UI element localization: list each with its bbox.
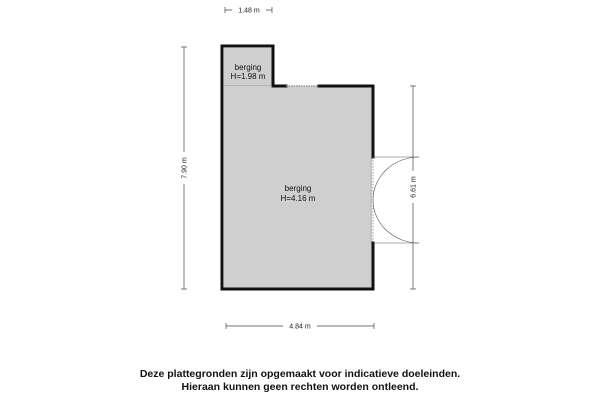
dimension-right [408,86,418,289]
dimension-left-label: 7.90 m [181,157,189,179]
disclaimer-line-2: Hieraan kunnen geen rechten worden ontleend. [181,381,419,393]
main-room-height: H=4.16 m [280,194,316,203]
dimension-bottom [226,321,374,331]
dimension-bottom-label: 4.84 m [289,323,311,331]
dimension-left [179,47,189,289]
main-room-name: berging [284,184,312,193]
dimension-right-label: 6.61 m [410,176,418,198]
small-room-name: berging [234,63,262,72]
dimension-top [225,5,272,15]
disclaimer-line-1: Deze plattegronden zijn opgemaakt voor indicatieve doeleinden. [139,368,461,380]
small-room-height: H=1.98 m [230,72,266,81]
dimension-top-label: 1.48 m [238,7,260,15]
